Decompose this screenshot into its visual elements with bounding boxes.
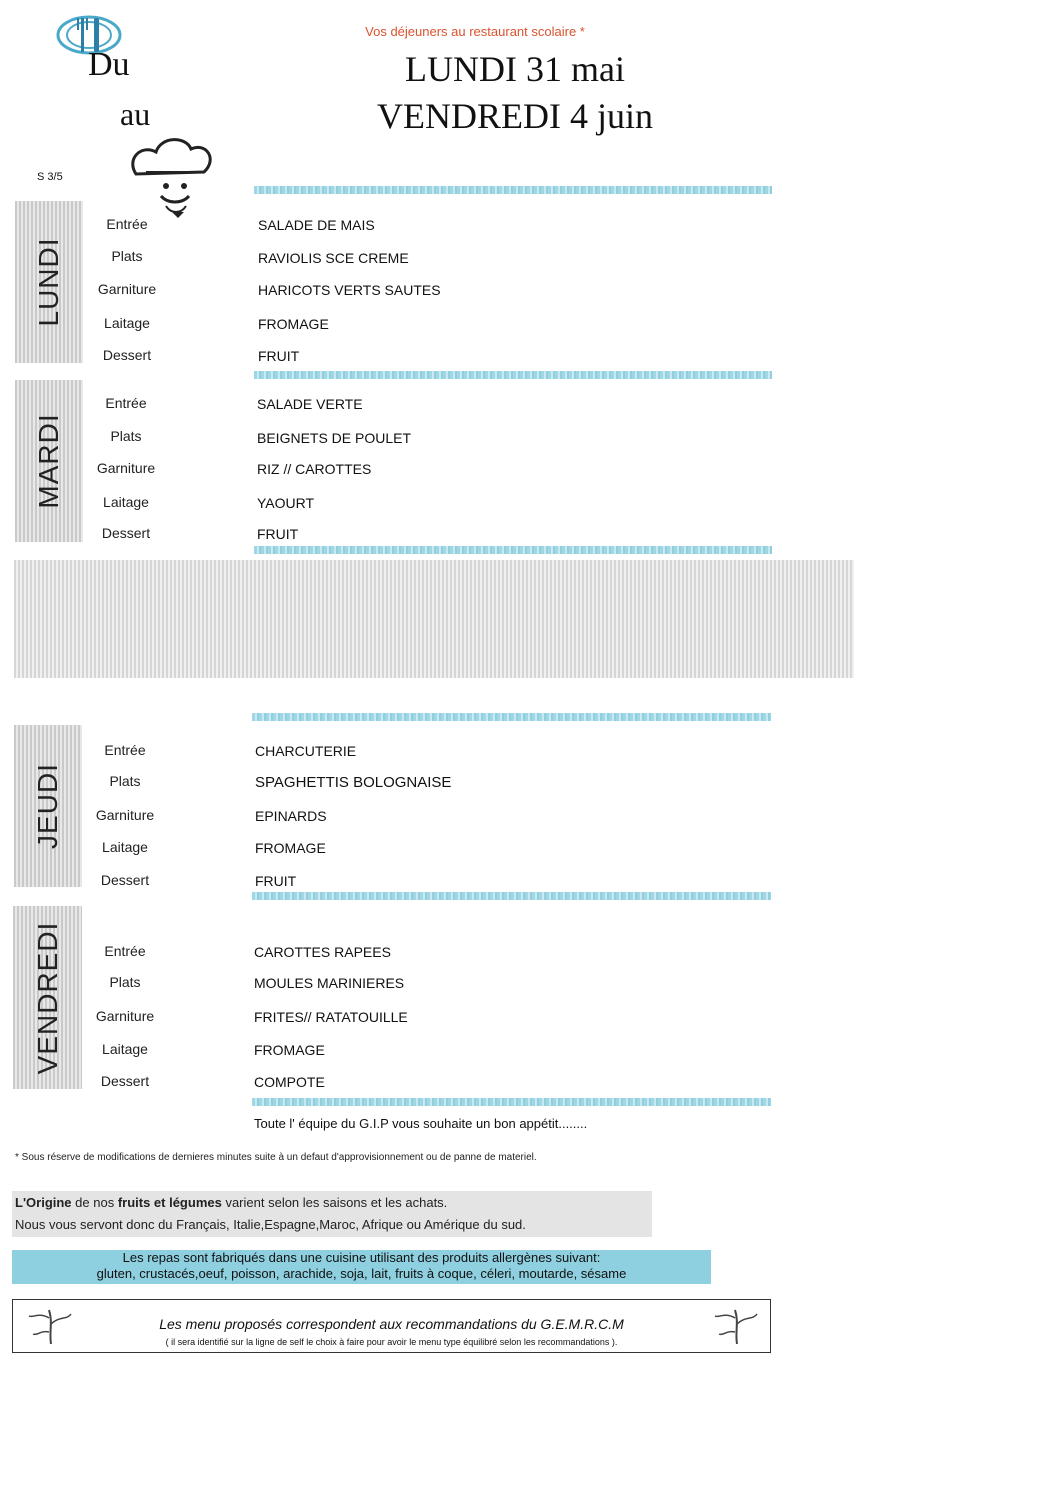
gemrcm-box xyxy=(12,1299,771,1353)
origin-rest: varient selon les saisons et les achats. xyxy=(221,1195,448,1210)
day-name: LUNDI xyxy=(33,237,64,327)
menu-item: FRITES// RATATOUILLE xyxy=(254,1009,408,1025)
day-name: VENDREDI xyxy=(31,921,63,1074)
category-plats: Plats xyxy=(111,248,143,264)
separator-bar xyxy=(254,371,772,379)
allergen-box xyxy=(12,1250,711,1284)
bon-appetit-message: Toute l' équipe du G.I.P vous souhaite un bon appétit........ xyxy=(254,1116,588,1131)
category-garniture: Garniture xyxy=(95,1008,155,1024)
category-entree: Entrée xyxy=(106,216,148,232)
category-dessert: Dessert xyxy=(100,1073,150,1089)
menu-item: SALADE DE MAIS xyxy=(258,217,375,233)
separator-bar xyxy=(254,546,772,554)
day-band-vendredi xyxy=(13,906,82,1089)
menu-item: HARICOTS VERTS SAUTES xyxy=(258,282,441,298)
category-garniture: Garniture xyxy=(96,460,156,476)
origin-line2: Nous vous servont donc du Français, Italie,Espagne,Maroc, Afrique ou Amérique du sud. xyxy=(15,1217,526,1232)
category-dessert: Dessert xyxy=(101,525,151,541)
category-laitage: Laitage xyxy=(102,839,148,855)
origin-box xyxy=(12,1191,652,1237)
category-entree: Entrée xyxy=(104,943,146,959)
separator-bar xyxy=(252,713,771,721)
footnote: * Sous réserve de modifications de dernieres minutes suite à un defaut d'approvisionnement ou de panne de materiel. xyxy=(15,1152,537,1163)
menu-item: FRUIT xyxy=(258,348,300,364)
origin-line1 xyxy=(15,1195,447,1210)
allergen-line1: Les repas sont fabriqués dans une cuisine utilisant des produits allergènes suivant: xyxy=(122,1250,601,1265)
menu-item: COMPOTE xyxy=(254,1074,325,1090)
day-name: JEUDI xyxy=(32,763,63,849)
menu-item: EPINARDS xyxy=(255,808,327,824)
menu-item: BEIGNETS DE POULET xyxy=(257,430,412,446)
date-end: VENDREDI 4 juin xyxy=(377,96,653,136)
menu-item: FRUIT xyxy=(255,873,297,889)
allergen-line2: gluten, crustacés,oeuf, poisson, arachide, soja, lait, fruits à coque, céleri, moutarde, sésame xyxy=(96,1266,627,1281)
menu-item: CAROTTES RAPEES xyxy=(254,944,391,960)
menu-item: SALADE VERTE xyxy=(257,396,363,412)
category-entree: Entrée xyxy=(105,395,147,411)
category-laitage: Laitage xyxy=(104,315,150,331)
menu-subtitle: Vos déjeuners au restaurant scolaire * xyxy=(365,24,585,39)
origin-bold: fruits et légumes xyxy=(117,1195,222,1210)
origin-mid: de nos xyxy=(71,1195,118,1210)
gemrcm-line1: Les menu proposés correspondent aux recommandations du G.E.M.R.C.M xyxy=(159,1316,624,1332)
category-entree: Entrée xyxy=(104,742,146,758)
category-laitage: Laitage xyxy=(103,494,149,510)
category-dessert: Dessert xyxy=(102,347,152,363)
category-plats: Plats xyxy=(109,773,141,789)
separator-bar xyxy=(252,892,771,900)
menu-item: FROMAGE xyxy=(255,840,326,856)
menu-item: FROMAGE xyxy=(258,316,329,332)
separator-bar xyxy=(254,186,772,194)
menu-item: CHARCUTERIE xyxy=(255,743,357,759)
menu-item: MOULES MARINIERES xyxy=(254,975,405,991)
menu-item: YAOURT xyxy=(257,495,315,511)
day-name: MARDI xyxy=(33,413,64,509)
du-label: Du xyxy=(88,46,130,83)
menu-item: RAVIOLIS SCE CREME xyxy=(258,250,409,266)
category-garniture: Garniture xyxy=(97,281,157,297)
date-start: LUNDI 31 mai xyxy=(405,49,625,89)
category-garniture: Garniture xyxy=(95,807,155,823)
origin-prefix: L'Origine xyxy=(15,1195,72,1210)
category-laitage: Laitage xyxy=(102,1041,148,1057)
menu-item: SPAGHETTIS BOLOGNAISE xyxy=(255,774,452,791)
menu-item: RIZ // CAROTTES xyxy=(257,461,372,477)
week-label: S 3/5 xyxy=(37,171,63,183)
chef-icon xyxy=(126,134,216,224)
au-label: au xyxy=(120,96,151,132)
category-plats: Plats xyxy=(109,974,141,990)
blank-day-area xyxy=(14,560,854,678)
category-plats: Plats xyxy=(110,428,142,444)
menu-item: FRUIT xyxy=(257,526,299,542)
separator-bar xyxy=(252,1098,771,1106)
category-dessert: Dessert xyxy=(100,872,150,888)
gemrcm-line2: ( il sera identifié sur la ligne de self le choix à faire pour avoir le menu type équilibré selon les recommandations ). xyxy=(165,1337,618,1347)
menu-item: FROMAGE xyxy=(254,1042,325,1058)
